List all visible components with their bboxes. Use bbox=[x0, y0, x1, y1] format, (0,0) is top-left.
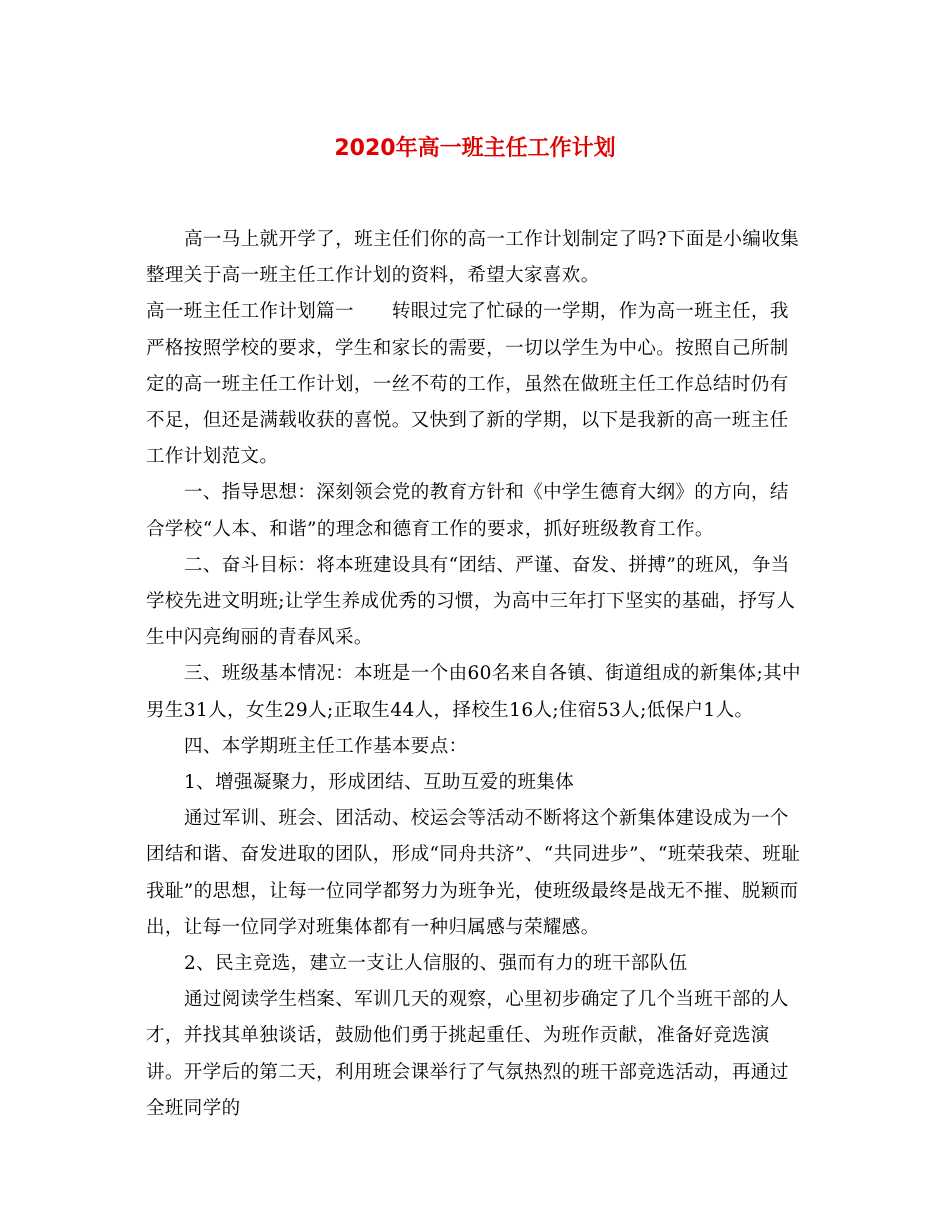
section-label: 高一班主任工作计划篇一 bbox=[146, 301, 354, 323]
document-body bbox=[146, 222, 806, 1127]
paragraph-goals: 二、奋斗目标：将本班建设具有“团结、严谨、奋发、拼搏”的班风，争当学校先进文明班;让学生养成优秀的习惯，为高中三年打下坚实的基础，抒写人生中闪亮绚丽的青春风采。 bbox=[146, 554, 796, 649]
paragraph-point-2-body: 通过阅读学生档案、军训几天的观察，心里初步确定了几个当班干部的人才，并找其单独谈话，鼓励他们勇于挑起重任、为班作贡献，准备好竞选演讲。开学后的第二天，利用班会课举行了气氛热烈的班干部竞选活动，再通过全班同学的 bbox=[146, 989, 789, 1119]
intro-paragraph: 高一马上就开学了，班主任们你的高一工作计划制定了吗?下面是小编收集整理关于高一班主任工作计划的资料，希望大家喜欢。 bbox=[146, 229, 800, 287]
paragraph-point-1-body: 通过军训、班会、团活动、校运会等活动不断将这个新集体建设成为一个团结和谐、奋发进取的团队，形成“同舟共济”、“共同进步”、“班荣我荣、班耻我耻”的思想，让每一位同学都努力为班争光，使班级最终是战无不摧、脱颖而出，让每一位同学对班集体都有一种归属感与荣耀感。 bbox=[146, 808, 801, 938]
section-paragraph bbox=[146, 294, 806, 475]
paragraph-point-1-heading: 1、增强凝聚力，形成团结、互助互爱的班集体 bbox=[184, 772, 575, 794]
paragraph-guiding-ideology: 一、指导思想：深刻领会党的教育方针和《中学生德育大纲》的方向，结合学校“人本、和谐”的理念和德育工作的要求，抓好班级教育工作。 bbox=[146, 482, 789, 540]
paragraph-key-points-heading: 四、本学期班主任工作基本要点： bbox=[184, 735, 468, 757]
document-title: 2020年高一班主任工作计划 bbox=[334, 136, 616, 161]
paragraph-class-situation: 三、班级基本情况：本班是一个由60名来自各镇、街道组成的新集体;其中男生31人，女生29人;正取生44人，择校生16人;住宿53人;低保户1人。 bbox=[146, 663, 801, 721]
section-text: 转眼过完了忙碌的一学期，作为高一班主任，我严格按照学校的要求，学生和家长的需要，一切以学生为中心。按照自己所制定的高一班主任工作计划，一丝不苟的工作，虽然在做班主任工作总结时仍有不足，但还是满载收获的喜悦。又快到了新的学期，以下是我新的高一班主任工作计划范文。 bbox=[146, 301, 789, 468]
paragraph-point-2-heading: 2、民主竞选，建立一支让人信服的、强而有力的班干部队伍 bbox=[184, 953, 688, 975]
